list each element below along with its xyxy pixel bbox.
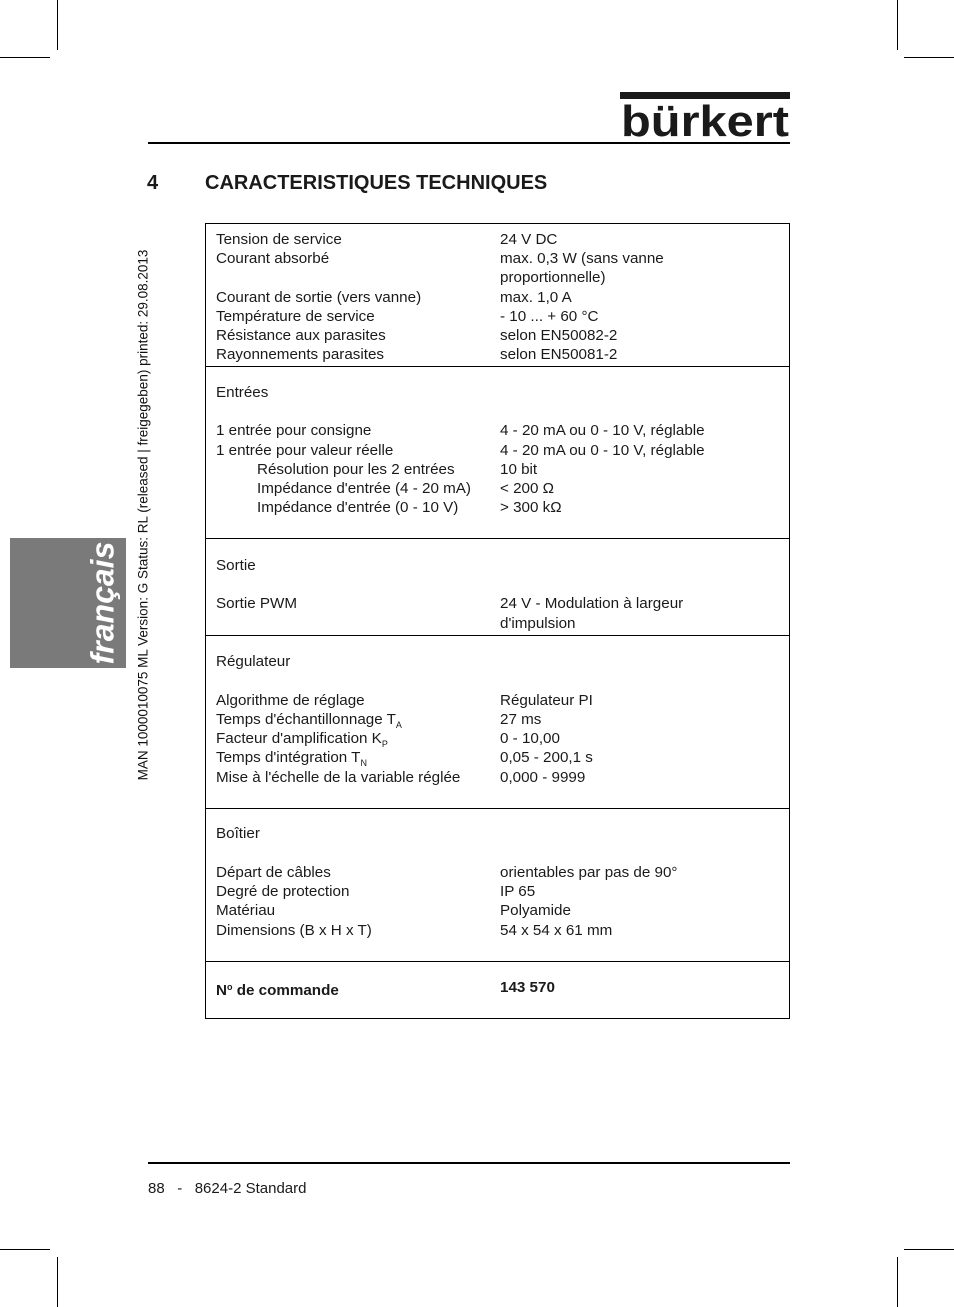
spec-label: Résistance aux parasites xyxy=(216,327,386,344)
burkert-logo xyxy=(620,92,790,138)
crop-mark xyxy=(57,1257,58,1307)
spec-value: 24 V - Modulation à largeur xyxy=(500,595,684,612)
section-number: 4 xyxy=(147,172,159,194)
spec-value: max. 1,0 A xyxy=(500,289,572,306)
spec-label: 1 entrée pour consigne xyxy=(216,422,372,439)
spec-row xyxy=(206,460,789,479)
spec-row xyxy=(206,498,789,517)
order-number-label xyxy=(216,978,339,1000)
spec-label: Température de service xyxy=(216,308,375,325)
spec-label: Résolution pour les 2 entrées xyxy=(257,461,455,478)
spec-value: 4 - 20 mA ou 0 - 10 V, réglable xyxy=(500,442,705,459)
spec-label: Sortie PWM xyxy=(216,595,298,612)
spec-label: Impédance d'entrée (0 - 10 V) xyxy=(257,499,459,516)
spec-row xyxy=(206,768,789,787)
spec-label-text: de commande xyxy=(232,982,339,999)
spec-value: Régulateur PI xyxy=(500,692,593,709)
spec-value: orientables par pas de 90° xyxy=(500,864,678,881)
footer xyxy=(148,1180,306,1197)
spec-row xyxy=(206,901,789,920)
spec-value: 10 bit xyxy=(500,461,538,478)
spec-row xyxy=(206,882,789,901)
spec-value: Polyamide xyxy=(500,902,571,919)
spec-value: max. 0,3 W (sans vanne xyxy=(500,250,664,267)
spec-row xyxy=(206,691,789,710)
spec-value: 24 V DC xyxy=(500,231,558,248)
spec-label: Degré de protection xyxy=(216,883,350,900)
spec-label: Tension de service xyxy=(216,231,342,248)
spec-row xyxy=(206,921,789,940)
spec-value: < 200 Ω xyxy=(500,480,555,497)
crop-mark xyxy=(0,1249,50,1250)
spec-block-heading xyxy=(206,824,789,843)
spec-row xyxy=(206,326,789,345)
spec-row xyxy=(206,268,789,287)
document-name: 8624-2 Standard xyxy=(194,1180,307,1197)
spec-label-text: Temps d'échantillonnage T xyxy=(216,711,396,728)
spec-label: Rayonnements parasites xyxy=(216,346,384,363)
spec-table xyxy=(205,223,790,1019)
spec-row xyxy=(206,307,789,326)
spec-block-heading xyxy=(206,556,789,575)
order-number-value: 143 570 xyxy=(500,979,555,996)
spec-value: 0 - 10,00 xyxy=(500,730,560,747)
spec-subscript: N xyxy=(360,758,367,768)
spec-row xyxy=(206,441,789,460)
spec-value: 4 - 20 mA ou 0 - 10 V, réglable xyxy=(500,422,705,439)
document-meta: MAN 1000010075 ML Version: G Status: RL (released | freigegeben) printed: 29.08.2013 xyxy=(135,249,151,781)
spec-row xyxy=(206,863,789,882)
crop-mark xyxy=(904,57,954,58)
spec-value: > 300 kΩ xyxy=(500,499,562,516)
spec-value: IP 65 xyxy=(500,883,536,900)
spec-heading: Boîtier xyxy=(216,825,260,842)
spec-value: d'impulsion xyxy=(500,615,576,632)
language-tab-label: français xyxy=(84,541,121,665)
spec-row xyxy=(206,288,789,307)
spec-block-housing xyxy=(206,808,789,961)
footer-separator: - xyxy=(177,1180,183,1197)
spec-heading: Régulateur xyxy=(216,653,291,670)
spec-label-text: N xyxy=(216,982,227,999)
spec-label: Courant absorbé xyxy=(216,250,330,267)
spec-heading: Entrées xyxy=(216,384,269,401)
spec-block-order xyxy=(206,961,789,1018)
spec-row xyxy=(206,614,789,633)
spec-label: 1 entrée pour valeur réelle xyxy=(216,442,394,459)
spec-superscript: o xyxy=(226,982,233,992)
spec-label: Matériau xyxy=(216,902,276,919)
page-number: 88 xyxy=(148,1180,165,1197)
brand-name: bürkert xyxy=(621,97,790,138)
spec-value: proportionnelle) xyxy=(500,269,606,286)
spec-row xyxy=(206,230,789,249)
header-rule xyxy=(148,142,790,144)
spec-row xyxy=(206,978,789,997)
spec-label: Mise à l'échelle de la variable réglée xyxy=(216,769,461,786)
spec-value: 54 x 54 x 61 mm xyxy=(500,922,613,939)
spec-label-text: Temps d'intégration T xyxy=(216,749,361,766)
crop-mark xyxy=(57,0,58,50)
spec-row xyxy=(206,345,789,364)
spec-value: - 10 ... + 60 °C xyxy=(500,308,599,325)
crop-mark xyxy=(0,57,50,58)
spec-value: selon EN50081-2 xyxy=(500,346,618,363)
spec-label-text: Facteur d'amplification K xyxy=(216,730,382,747)
spec-subscript: P xyxy=(381,739,388,749)
spec-row xyxy=(206,421,789,440)
crop-mark xyxy=(897,0,898,50)
spec-value: 0,000 - 9999 xyxy=(500,769,586,786)
crop-mark xyxy=(904,1249,954,1250)
spec-row xyxy=(206,748,789,767)
spec-subscript: A xyxy=(395,720,402,730)
spec-block-heading xyxy=(206,652,789,671)
spec-row xyxy=(206,249,789,268)
spec-label: Impédance d'entrée (4 - 20 mA) xyxy=(257,480,471,497)
spec-row xyxy=(206,594,789,613)
spec-row xyxy=(206,479,789,498)
spec-value: selon EN50082-2 xyxy=(500,327,618,344)
spec-row xyxy=(206,710,789,729)
spec-block-controller xyxy=(206,635,789,808)
spec-label: Algorithme de réglage xyxy=(216,692,365,709)
spec-value: 27 ms xyxy=(500,711,542,728)
spec-row xyxy=(206,729,789,748)
footer-rule xyxy=(148,1162,790,1164)
spec-label: Départ de câbles xyxy=(216,864,331,881)
spec-block-heading xyxy=(206,383,789,402)
section-title: CARACTERISTIQUES TECHNIQUES xyxy=(205,172,548,194)
crop-mark xyxy=(897,1257,898,1307)
spec-label: Dimensions (B x H x T) xyxy=(216,922,372,939)
spec-label: Courant de sortie (vers vanne) xyxy=(216,289,422,306)
spec-block-output xyxy=(206,538,789,635)
spec-block-inputs xyxy=(206,366,789,538)
spec-block-general xyxy=(206,224,789,366)
spec-heading: Sortie xyxy=(216,557,256,574)
spec-value: 0,05 - 200,1 s xyxy=(500,749,593,766)
